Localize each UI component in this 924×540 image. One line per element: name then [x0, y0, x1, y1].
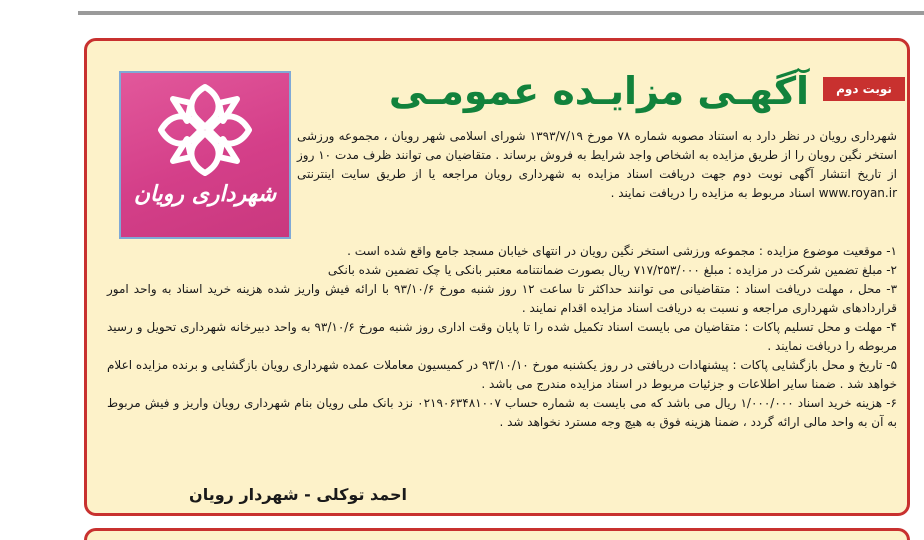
condition-item: ۶- هزینه خرید اسناد ۱/۰۰۰/۰۰۰ ریال می باشد که می بایست به شماره حساب ۰۲۱۹۰۶۳۴۸۱۰۰۷ نزد بانک ملی رویان بنام شهرداری رویان واریز و فیش مربوط به آن به واحد مالی ارائه گردد ، ضمنا هزینه فوق به هیچ وجه مسترد نخواهد شد . [107, 396, 897, 429]
intro-paragraph: شهرداری رویان در نظر دارد به استناد مصوبه شماره ۷۸ مورخ ۱۳۹۳/۷/۱۹ شورای اسلامی شهر رویان ، مجموعه ورزشی استخر نگین رویان را از طریق مزایده به اشخاص واجد شرایط به فروش برساند . متقاضیان می توانند ظرف مدت ۱۰ روز از تاریخ انتشار آگهی نوبت دوم جهت دریافت اسناد مزایده به شهرداری رویان مراجعه یا از طریق سایت اینترنتی www.royan.ir اسناد مربوط به مزایده را دریافت نمایند . [297, 129, 898, 200]
logo-text: شهرداری رویان [133, 181, 277, 207]
condition-item: ۲- مبلغ تضمین شرکت در مزایده : مبلغ ۷۱۷/۲۵۳/۰۰۰ ریال بصورت ضمانتنامه معتبر بانکی یا چک تضمین شده بانکی [327, 263, 897, 277]
flower-logo-icon [121, 73, 289, 237]
next-notice-edge [84, 528, 910, 540]
second-publication-badge: نوبت دوم [823, 77, 905, 101]
conditions-list [107, 242, 897, 432]
signature: احمد توکلی - شهردار رویان [189, 485, 407, 504]
top-divider [78, 11, 924, 15]
condition-item: ۴- مهلت و محل تسلیم پاکات : متقاضیان می بایست اسناد تکمیل شده را تا پایان وقت اداری روز شنبه مورخ ۹۳/۱۰/۶ به واحد دبیرخانه شهرداری تحویل و رسید مربوطه را دریافت نمایند . [107, 320, 897, 353]
condition-item: ۱- موقعیت موضوع مزایده : مجموعه ورزشی استخر نگین رویان در انتهای خیابان مسجد جامع واقع شده است . [347, 244, 897, 258]
auction-notice [84, 38, 910, 516]
condition-item: ۳- محل ، مهلت دریافت اسناد : متقاضیانی می توانند حداکثر تا ساعت ۱۲ روز شنبه مورخ ۹۳/۱۰/۶ با ارائه فیش واریز شده هزینه خرید اسناد به واحد امور قراردادهای شهرداری مراجعه و نسبت به دریافت اسناد مزایده اقدام نمایند . [107, 282, 898, 315]
condition-item: ۵- تاریخ و محل بازگشایی پاکات : پیشنهادات دریافتی در روز یکشنبه مورخ ۹۳/۱۰/۱۰ در کمیسیون معاملات عمده شهرداری رویان بازگشایی و برنده مزایده اعلام خواهد شد . ضمنا سایر اطلاعات و جزئیات مربوط در اسناد مزایده مندرج می باشد . [107, 358, 898, 391]
notice-title: آگهـی مزایـده عمومـی [388, 69, 810, 113]
municipality-logo [119, 71, 291, 239]
